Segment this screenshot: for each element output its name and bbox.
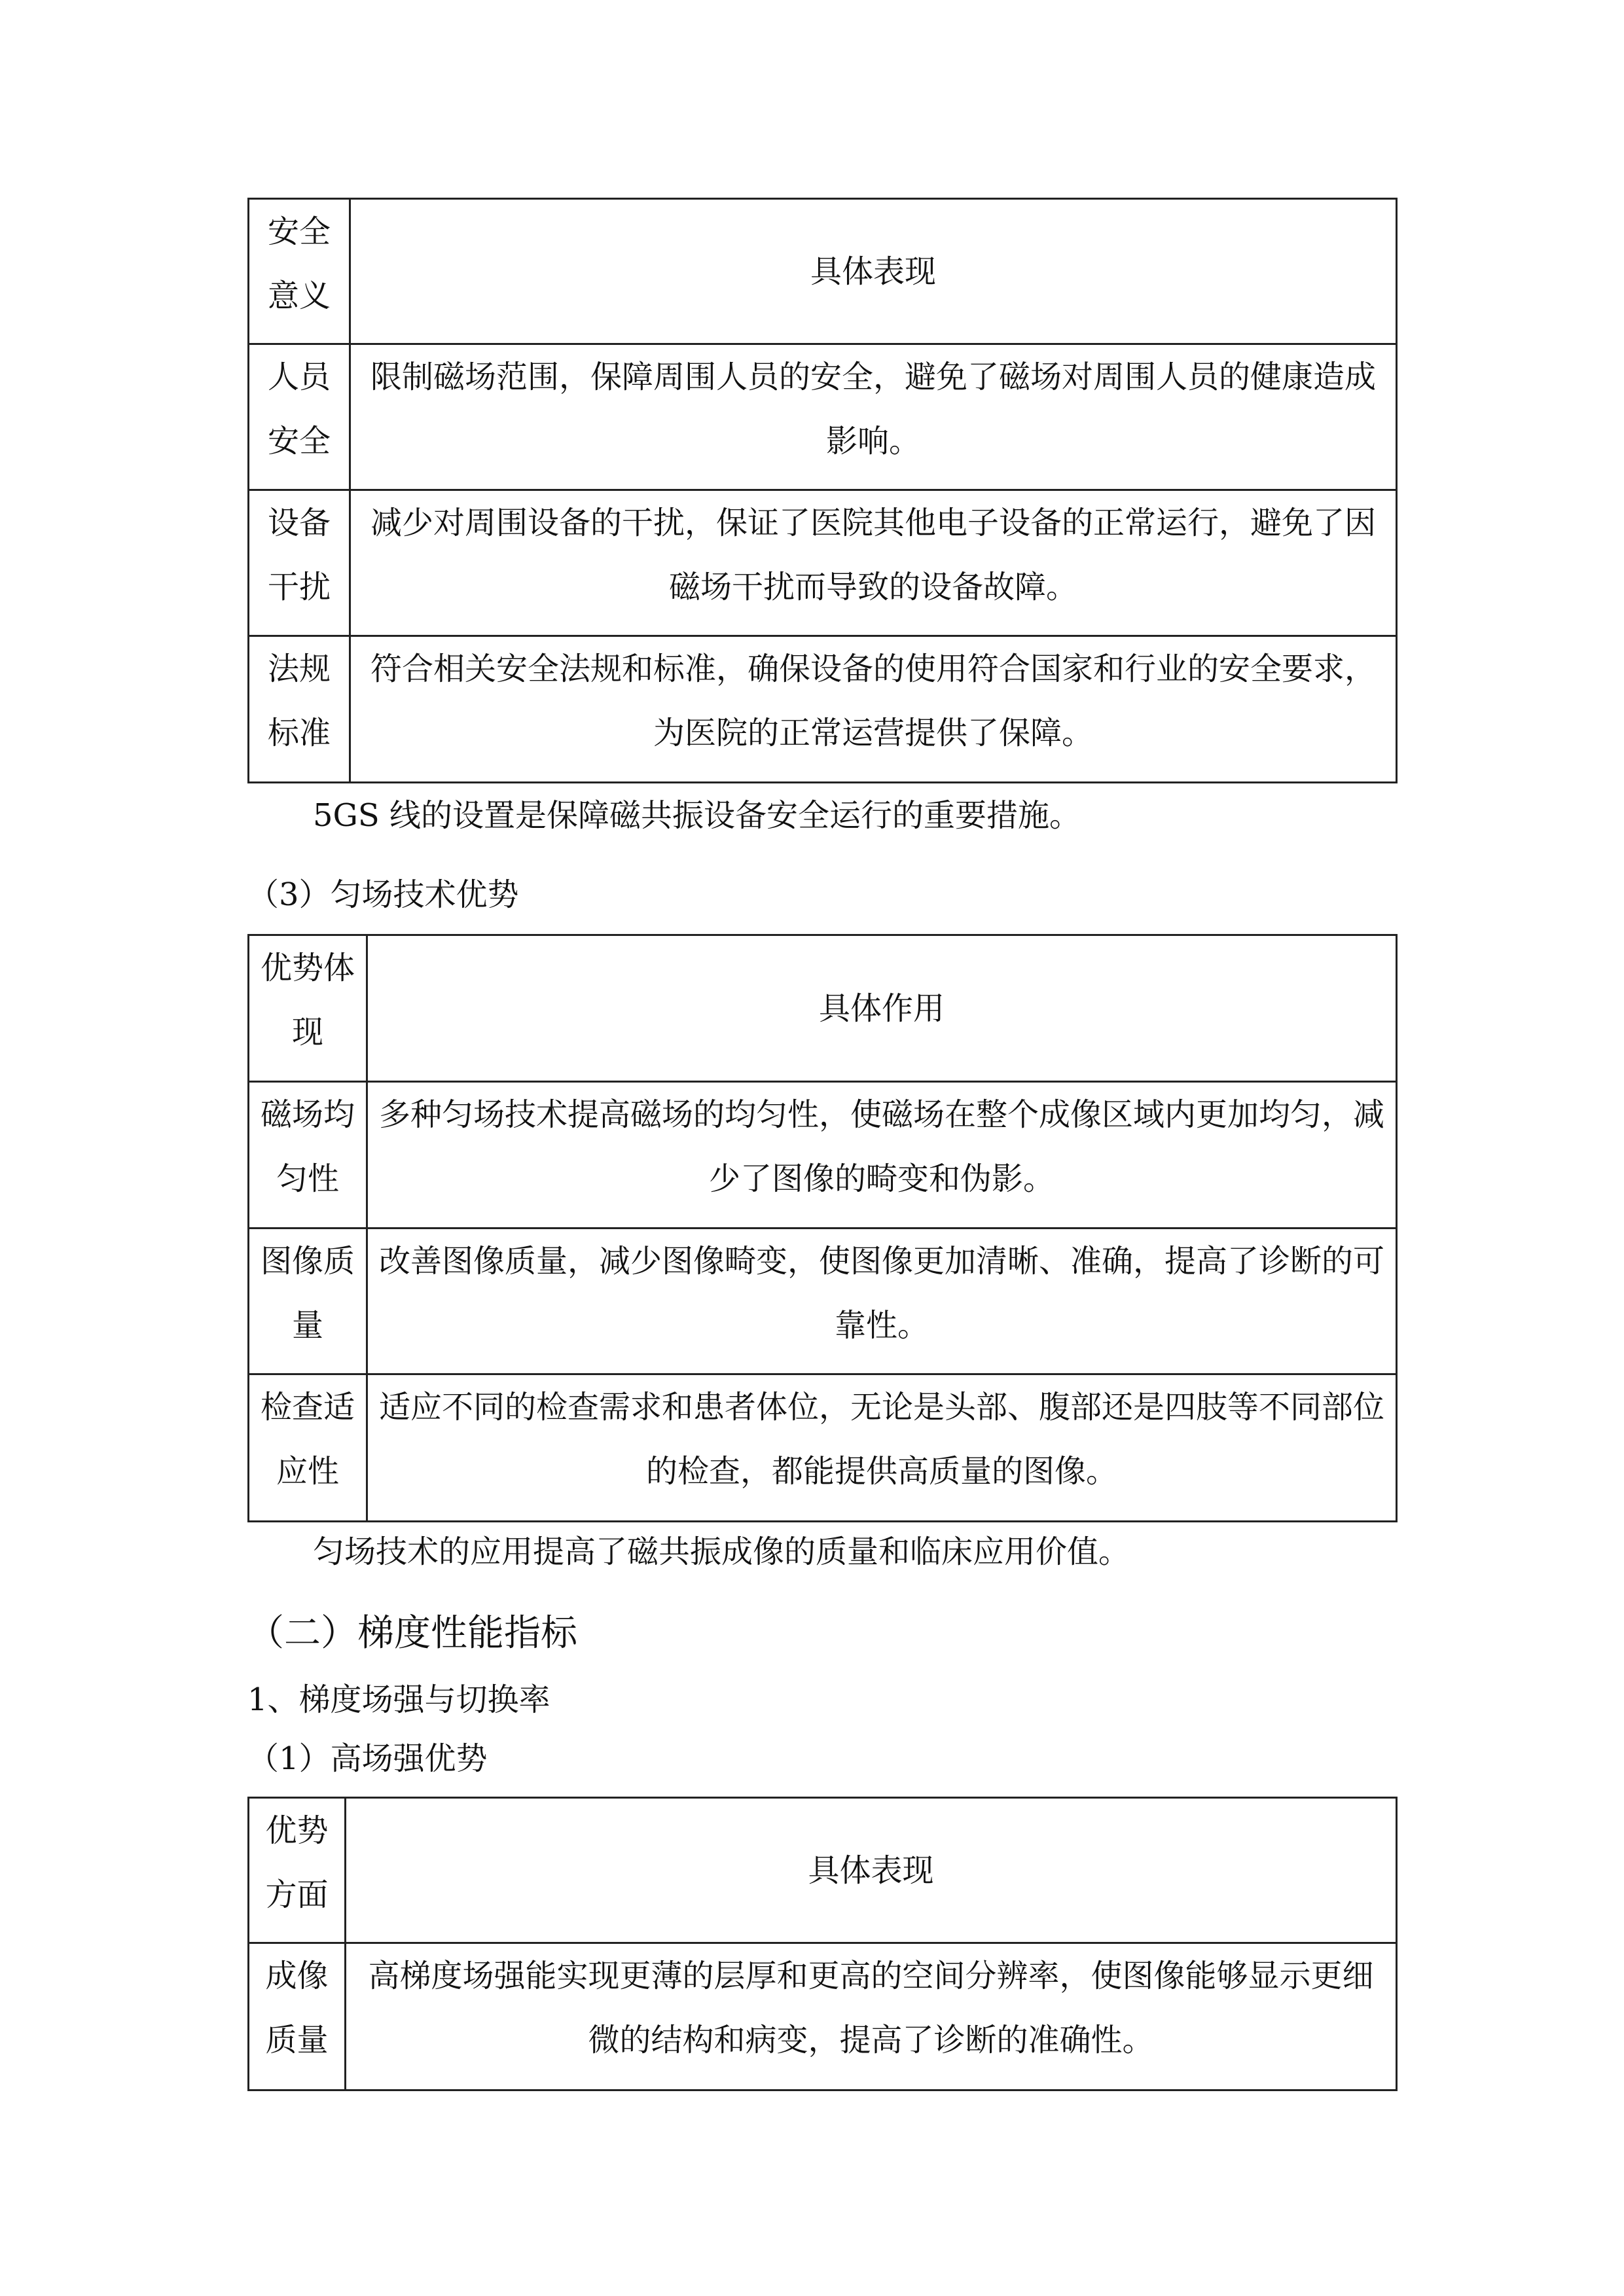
subheading: （1）高场强优势 bbox=[247, 1740, 488, 1777]
body-paragraph: 5GS 线的设置是保障磁共振设备安全运行的重要措施。 bbox=[313, 797, 1081, 834]
table-cell: 多种匀场技术提高磁场的均匀性，使磁场在整个成像区域内更加均匀，减少了图像的畸变和伪影。 bbox=[367, 1082, 1397, 1229]
table-header-cell: 具体表现 bbox=[350, 199, 1397, 344]
table-cell: 检查适应性 bbox=[249, 1374, 367, 1522]
table-header-cell: 安全意义 bbox=[249, 199, 350, 344]
table-row bbox=[249, 344, 1397, 490]
body-paragraph: 匀场技术的应用提高了磁共振成像的质量和临床应用价值。 bbox=[313, 1534, 1130, 1570]
table-header-cell: 优势方面 bbox=[249, 1798, 346, 1943]
table-cell: 高梯度场强能实现更薄的层厚和更高的空间分辨率，使图像能够显示更细微的结构和病变，提高了诊断的准确性。 bbox=[346, 1943, 1397, 2090]
safety-significance-table bbox=[247, 198, 1398, 783]
table-cell: 人员安全 bbox=[249, 344, 350, 490]
table-cell: 减少对周围设备的干扰，保证了医院其他电子设备的正常运行，避免了因磁场干扰而导致的设备故障。 bbox=[350, 490, 1397, 636]
table-row bbox=[249, 1374, 1397, 1522]
table-header-row bbox=[249, 199, 1397, 344]
subheading: （3）匀场技术优势 bbox=[247, 876, 519, 913]
table-header-cell: 具体表现 bbox=[346, 1798, 1397, 1943]
shimming-advantage-table bbox=[247, 934, 1398, 1522]
table-row bbox=[249, 636, 1397, 783]
table-row bbox=[249, 1082, 1397, 1229]
table-cell: 符合相关安全法规和标准，确保设备的使用符合国家和行业的安全要求，为医院的正常运营提供了保障。 bbox=[350, 636, 1397, 783]
table-cell: 图像质量 bbox=[249, 1229, 367, 1374]
table-cell: 磁场均匀性 bbox=[249, 1082, 367, 1229]
table-row bbox=[249, 1943, 1397, 2090]
subsection-heading: 1、梯度场强与切换率 bbox=[247, 1681, 550, 1718]
table-header-cell: 优势体现 bbox=[249, 935, 367, 1082]
table-cell: 适应不同的检查需求和患者体位，无论是头部、腹部还是四肢等不同部位的检查，都能提供高质量的图像。 bbox=[367, 1374, 1397, 1522]
table-cell: 限制磁场范围，保障周围人员的安全，避免了磁场对周围人员的健康造成影响。 bbox=[350, 344, 1397, 490]
table-cell: 设备干扰 bbox=[249, 490, 350, 636]
table-header-row bbox=[249, 1798, 1397, 1943]
section-heading: （二）梯度性能指标 bbox=[247, 1612, 577, 1655]
table-row bbox=[249, 1229, 1397, 1374]
table-cell: 成像质量 bbox=[249, 1943, 346, 2090]
table-header-cell: 具体作用 bbox=[367, 935, 1397, 1082]
table-header-row bbox=[249, 935, 1397, 1082]
high-field-advantage-table bbox=[247, 1797, 1398, 2091]
table-cell: 法规标准 bbox=[249, 636, 350, 783]
table-cell: 改善图像质量，减少图像畸变，使图像更加清晰、准确，提高了诊断的可靠性。 bbox=[367, 1229, 1397, 1374]
table-row bbox=[249, 490, 1397, 636]
